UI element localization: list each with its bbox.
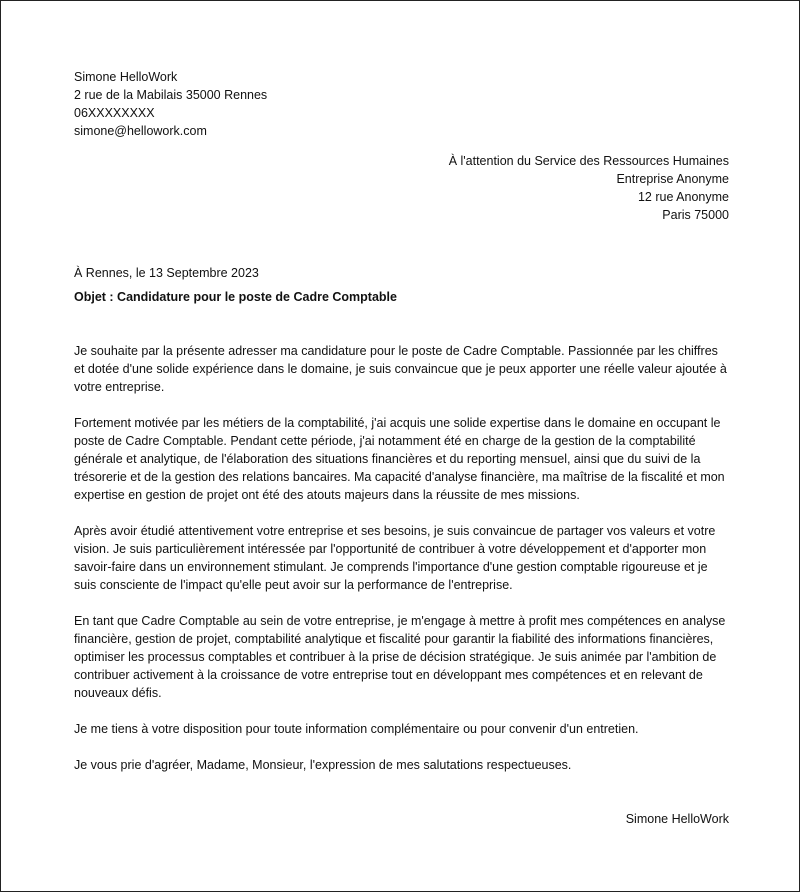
recipient-street: 12 rue Anonyme (637, 190, 729, 204)
body-paragraph: Je souhaite par la présente adresser ma candidature pour le poste de Cadre Comptable. Passionnée par les chiffres et dotée d'une solide expérience dans le domaine, je suis convaincue que je peux apporter une réelle valeur ajoutée à votre entreprise. (74, 344, 727, 394)
recipient-block (74, 152, 729, 224)
date-line: À Rennes, le 13 Septembre 2023 (74, 266, 259, 280)
subject-line: Objet : Candidature pour le poste de Cadre Comptable (74, 290, 397, 304)
sender-phone: 06XXXXXXXX (74, 106, 155, 120)
sender-block (74, 68, 729, 140)
sender-name: Simone HelloWork (74, 70, 178, 84)
letter-content (74, 68, 729, 828)
body-paragraph: Après avoir étudié attentivement votre entreprise et ses besoins, je suis convaincue de partager vos valeurs et votre vision. Je suis particulièrement intéressée par l'opportunité de contribuer à votre développement et d'apporter mon savoir-faire dans un environnement stimulant. Je comprends l'importance d'une gestion comptable rigoureuse et je suis consciente de l'impact qu'elle peut avoir sur la performance de l'entreprise. (74, 524, 716, 592)
closing-paragraph: Je vous prie d'agréer, Madame, Monsieur, l'expression de mes salutations respectueuses. (74, 758, 572, 772)
sender-email: simone@hellowork.com (74, 124, 207, 138)
body-paragraph: Fortement motivée par les métiers de la comptabilité, j'ai acquis une solide expertise dans le domaine en occupant le poste de Cadre Comptable. Pendant cette période, j'ai notamment été en charge de la gestion de la comptabilité générale et analytique, de l'élaboration des situations financières et du reporting mensuel, ainsi que du suivi de la trésorerie et de la gestion des relations bancaires. Ma capacité d'analyse financière, ma maîtrise de la fiscalité et mon expertise en gestion de projet ont été des atouts majeurs dans la réussite de mes missions. (74, 416, 725, 502)
body-paragraph: Je me tiens à votre disposition pour toute information complémentaire ou pour convenir d'un entretien. (74, 722, 639, 736)
sender-address: 2 rue de la Mabilais 35000 Rennes (74, 88, 268, 102)
recipient-city: Paris 75000 (662, 208, 729, 222)
signature: Simone HelloWork (625, 812, 729, 826)
body-paragraph: En tant que Cadre Comptable au sein de votre entreprise, je m'engage à mettre à profit mes compétences en analyse financière, gestion de projet, comptabilité analytique et fiscalité pour garantir la fiabilité des informations financières, optimiser les processus comptables et contribuer à la prise de décision stratégique. Je suis animée par l'ambition de contribuer activement à la croissance de votre entreprise tout en développant mes compétences et en relevant de nouveaux défis. (74, 614, 726, 700)
recipient-attention: À l'attention du Service des Ressources Humaines (448, 154, 729, 168)
recipient-company: Entreprise Anonyme (616, 172, 729, 186)
letter-body (74, 342, 729, 774)
